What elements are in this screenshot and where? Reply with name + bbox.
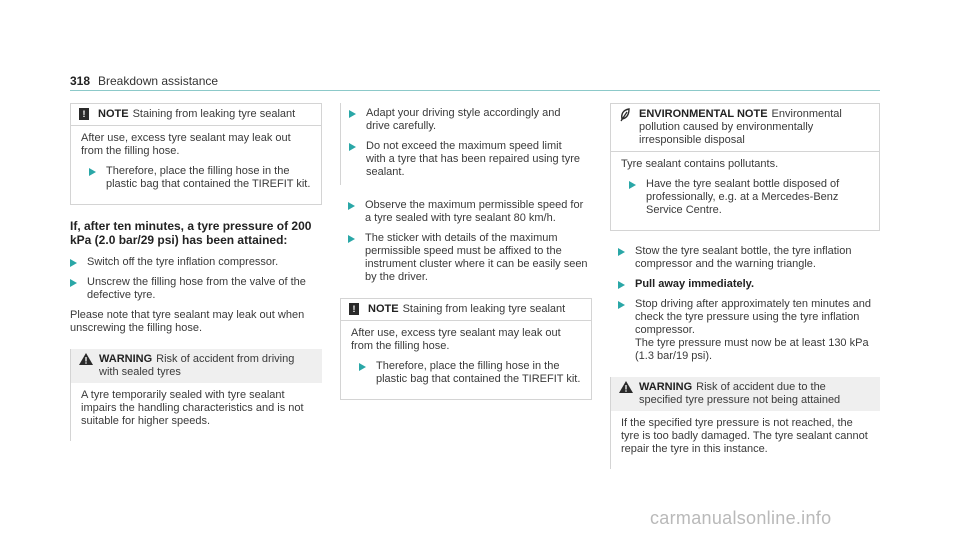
step-item — [70, 256, 322, 269]
environmental-title: Environmental pollution caused by environmentally irresponsible disposal — [639, 108, 842, 146]
step-arrow-icon — [618, 248, 625, 256]
note-body — [71, 126, 321, 204]
warning-header — [611, 377, 880, 411]
note-body — [341, 321, 591, 399]
step-text: Do not exceed the maximum speed limit with a tyre that has been repaired using tyre sealant. — [366, 140, 581, 178]
warning-title: Risk of accident from driving with sealed tyres — [99, 353, 295, 378]
warning-triangle-icon — [619, 381, 633, 393]
step-text: Pull away immediately. — [635, 278, 755, 290]
step-arrow-icon — [70, 279, 77, 287]
note-step — [81, 165, 311, 191]
note-label: NOTE — [368, 303, 399, 315]
step-arrow-icon — [70, 259, 77, 267]
environmental-text: Tyre sealant contains pollutants. — [621, 158, 779, 170]
warning-title: Risk of accident due to the specified tyre pressure not being attained — [639, 381, 841, 406]
header-divider — [70, 90, 880, 91]
environmental-step — [621, 178, 869, 217]
note-header — [71, 104, 321, 126]
watermark: carmanualsonline.info — [650, 508, 832, 528]
note-box-1 — [70, 103, 322, 205]
step-arrow-icon — [349, 110, 356, 118]
section-heading: If, after ten minutes, a tyre pressure of 200 kPa (2.0 bar/29 psi) has been attained: — [70, 219, 312, 247]
step-text: Observe the maximum permissible speed for a tyre sealed with tyre sealant 80 km/h. — [365, 199, 584, 224]
warning-header — [71, 349, 322, 383]
note-box-2 — [340, 298, 592, 400]
warning-text: If the specified tyre pressure is not reached, the tyre is too badly damaged. The tyre sealant cannot repair the tyre in this instance. — [621, 417, 868, 455]
step-arrow-icon — [359, 363, 366, 371]
exclamation-icon: ! — [349, 303, 359, 315]
exclamation-icon: ! — [79, 108, 89, 120]
warning-label: WARNING — [639, 381, 693, 393]
section-title: Breakdown assistance — [98, 74, 219, 88]
note-step-text: Therefore, place the filling hose in the plastic bag that contained the TIREFIT kit. — [106, 165, 311, 190]
warning-body — [71, 383, 322, 441]
warning-box-1 — [70, 349, 322, 441]
note-step-text: Therefore, place the filling hose in the plastic bag that contained the TIREFIT kit. — [376, 360, 581, 385]
warning-text: A tyre temporarily sealed with tyre sealant impairs the handling characteristics and is not suitable for higher speeds. — [81, 389, 304, 427]
note-title: Staining from leaking tyre sealant — [132, 108, 296, 120]
warning-body — [611, 411, 880, 469]
warning-label: WARNING — [99, 353, 153, 365]
step-text: Adapt your driving style accordingly and drive carefully. — [366, 107, 561, 132]
step-arrow-icon — [629, 181, 636, 189]
step-arrow-icon — [349, 143, 356, 151]
leaf-icon — [619, 108, 631, 122]
step-item — [610, 298, 880, 363]
step-arrow-icon — [348, 202, 355, 210]
step-item — [340, 199, 592, 225]
step-item — [610, 245, 880, 271]
environmental-body — [611, 152, 879, 230]
column-1 — [70, 103, 322, 441]
warning-triangle-icon — [79, 353, 93, 365]
step-item — [349, 140, 584, 179]
page-number: 318 — [70, 74, 91, 88]
step-arrow-icon — [618, 301, 625, 309]
step-item — [70, 276, 322, 302]
step-arrow-icon — [618, 281, 625, 289]
step-text: Switch off the tyre inflation compressor. — [87, 256, 279, 268]
warning-continued — [340, 103, 592, 185]
note-step — [351, 360, 581, 386]
step-text: Stow the tyre sealant bottle, the tyre inflation compressor and the warning triangle. — [635, 245, 852, 270]
note-label: NOTE — [98, 108, 129, 120]
note-title: Staining from leaking tyre sealant — [402, 303, 566, 315]
column-2 — [340, 103, 592, 400]
step-item — [349, 107, 584, 133]
warning-box-2 — [610, 377, 880, 469]
environmental-step-text: Have the tyre sealant bottle disposed of professionally, e.g. at a Mercedes-Benz Service Centre. — [646, 178, 840, 216]
step-text: Stop driving after approximately ten minutes and check the tyre pressure using the tyre inflation compressor. — [635, 298, 872, 336]
paragraph: Please note that tyre sealant may leak out when unscrewing the filling hose. — [70, 309, 305, 334]
step-item — [340, 232, 592, 284]
step-result-text: The tyre pressure must now be at least 130 kPa (1.3 bar/19 psi). — [635, 337, 869, 362]
step-arrow-icon — [89, 168, 96, 176]
note-text: After use, excess tyre sealant may leak out from the filling hose. — [351, 327, 561, 352]
environmental-label: ENVIRONMENTAL NOTE — [639, 108, 768, 120]
step-item — [610, 278, 880, 291]
note-header — [341, 299, 591, 321]
step-arrow-icon — [348, 235, 355, 243]
environmental-header — [611, 104, 879, 152]
step-text: The sticker with details of the maximum permissible speed must be affixed to the instrument cluster where it can be easily seen by the driver. — [365, 232, 588, 283]
environmental-note-box — [610, 103, 880, 231]
column-3 — [610, 103, 880, 469]
note-text: After use, excess tyre sealant may leak out from the filling hose. — [81, 132, 291, 157]
step-text: Unscrew the filling hose from the valve of the defective tyre. — [87, 276, 306, 301]
